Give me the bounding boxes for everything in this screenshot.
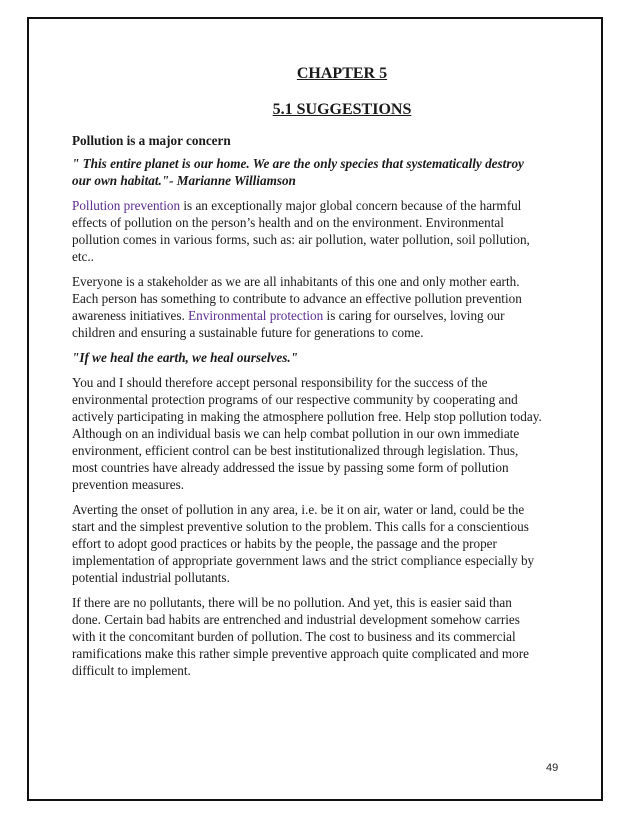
paragraph-2-text-after: is caring for ourselves, loving our children and ensuring a sustainable future for generations to come. bbox=[72, 308, 505, 340]
quote-williamson: " This entire planet is our home. We are the only species that systematically destroy our own habitat."- Marianne Williamson bbox=[72, 156, 524, 188]
link-environmental-protection[interactable]: Environmental protection bbox=[188, 308, 324, 323]
chapter-title: CHAPTER 5 bbox=[296, 65, 388, 82]
paragraph-4: Averting the onset of pollution in any area, i.e. be it on air, water or land, could be the start and the simplest preventive solution to the problem. This calls for a conscientious effort to adopt good practices or habits by the people, the passage and the proper implementation of appropriate government laws and the strict compliance especially by potential industrial pollutants. bbox=[72, 502, 535, 585]
paragraph-3: You and I should therefore accept personal responsibility for the success of the environmental protection programs of our respective community by cooperating and actively participating in making the atmosphere pollution free. Help stop pollution today. Although on an individual basis we can help combat pollution in our own immediate environment, efficient control can be best institutionalized through legislation. Thus, most countries have already addressed the issue by passing some form of pollution prevention measures. bbox=[72, 375, 542, 492]
link-pollution-prevention[interactable]: Pollution prevention bbox=[72, 198, 181, 213]
page-content bbox=[72, 64, 542, 679]
paragraph-5: If there are no pollutants, there will be no pollution. And yet, this is easier said than done. Certain bad habits are entrenched and industrial development somehow carries with it the concomitant burden of pollution. The cost to business and its commercial ramifications make this rather simple preventive approach quite complicated and more difficult to implement. bbox=[72, 595, 529, 678]
page-number: 49 bbox=[546, 762, 559, 774]
paragraph-2 bbox=[72, 273, 542, 341]
paragraph-1 bbox=[72, 197, 542, 265]
quote-heal-earth: "If we heal the earth, we heal ourselves." bbox=[72, 350, 299, 365]
paragraph-2-text-before: Everyone is a stakeholder as we are all inhabitants of this one and only mother earth. Each person has something to contribute to advance an effective pollution prevention awareness initiatives. bbox=[72, 274, 522, 323]
section-title: 5.1 SUGGESTIONS bbox=[272, 101, 412, 118]
paragraph-1-text: is an exceptionally major global concern because of the harmful effects of pollution on the person’s health and on the environment. Environmental pollution comes in various forms, such as: air pollution, water pollution, soil pollution, etc.. bbox=[72, 198, 530, 264]
subheading: Pollution is a major concern bbox=[72, 133, 231, 148]
